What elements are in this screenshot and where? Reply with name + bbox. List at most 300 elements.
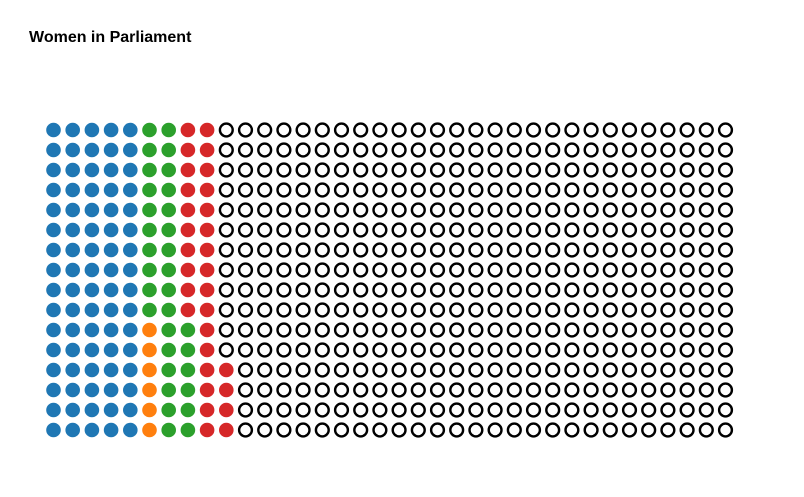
waffle-cell-blue: [104, 223, 119, 238]
waffle-cell-empty: [297, 284, 310, 297]
waffle-cell-empty: [662, 344, 675, 357]
waffle-cell-empty: [719, 404, 732, 417]
waffle-cell-empty: [431, 304, 444, 317]
waffle-cell-blue: [123, 163, 138, 178]
waffle-cell-blue: [85, 283, 100, 298]
waffle-cell-empty: [335, 224, 348, 237]
waffle-cell-empty: [623, 124, 636, 137]
waffle-cell-empty: [623, 244, 636, 257]
waffle-cell-green: [161, 363, 176, 378]
waffle-cell-empty: [335, 344, 348, 357]
waffle-cell-empty: [374, 124, 387, 137]
waffle-cell-empty: [470, 124, 483, 137]
waffle-cell-empty: [450, 284, 463, 297]
waffle-cell-green: [161, 403, 176, 418]
waffle-cell-empty: [297, 244, 310, 257]
waffle-cell-empty: [719, 244, 732, 257]
waffle-cell-empty: [354, 224, 367, 237]
waffle-cell-empty: [508, 244, 521, 257]
waffle-cell-empty: [297, 164, 310, 177]
waffle-cell-empty: [623, 344, 636, 357]
waffle-cell-empty: [374, 204, 387, 217]
waffle-cell-empty: [642, 304, 655, 317]
waffle-cell-blue: [123, 383, 138, 398]
waffle-cell-blue: [104, 323, 119, 338]
waffle-cell-empty: [566, 424, 579, 437]
waffle-cell-green: [161, 303, 176, 318]
waffle-cell-blue: [65, 323, 80, 338]
waffle-cell-empty: [700, 144, 713, 157]
waffle-cell-empty: [546, 384, 559, 397]
waffle-cell-empty: [527, 304, 540, 317]
waffle-cell-green: [142, 123, 157, 138]
waffle-cell-empty: [489, 304, 502, 317]
waffle-cell-blue: [104, 403, 119, 418]
waffle-cell-empty: [450, 144, 463, 157]
waffle-cell-empty: [642, 344, 655, 357]
waffle-cell-empty: [450, 304, 463, 317]
waffle-cell-empty: [316, 324, 329, 337]
waffle-cell-empty: [393, 144, 406, 157]
waffle-cell-red: [200, 403, 215, 418]
waffle-cell-blue: [123, 203, 138, 218]
waffle-cell-blue: [123, 303, 138, 318]
waffle-cell-empty: [412, 124, 425, 137]
waffle-cell-empty: [239, 184, 252, 197]
waffle-cell-empty: [527, 344, 540, 357]
waffle-cell-empty: [546, 224, 559, 237]
waffle-cell-empty: [431, 424, 444, 437]
waffle-cell-blue: [85, 363, 100, 378]
waffle-cell-empty: [700, 164, 713, 177]
waffle-cell-empty: [393, 324, 406, 337]
waffle-cell-empty: [623, 224, 636, 237]
waffle-cell-red: [181, 263, 196, 278]
waffle-cell-empty: [681, 224, 694, 237]
waffle-cell-blue: [104, 143, 119, 158]
waffle-cell-empty: [719, 184, 732, 197]
waffle-cell-empty: [604, 424, 617, 437]
waffle-cell-empty: [585, 164, 598, 177]
waffle-cell-green: [161, 423, 176, 438]
waffle-cell-empty: [623, 284, 636, 297]
waffle-cell-empty: [450, 224, 463, 237]
waffle-cell-empty: [412, 284, 425, 297]
waffle-cell-empty: [681, 184, 694, 197]
waffle-cell-empty: [220, 284, 233, 297]
waffle-cell-empty: [527, 284, 540, 297]
waffle-cell-green: [181, 423, 196, 438]
waffle-cell-empty: [681, 124, 694, 137]
waffle-cell-red: [181, 183, 196, 198]
waffle-cell-empty: [412, 224, 425, 237]
waffle-cell-empty: [489, 244, 502, 257]
waffle-cell-green: [161, 203, 176, 218]
chart-title: Women in Parliament: [29, 29, 192, 46]
waffle-cell-empty: [239, 364, 252, 377]
waffle-cell-empty: [604, 244, 617, 257]
waffle-cell-empty: [662, 124, 675, 137]
waffle-cell-empty: [316, 364, 329, 377]
waffle-cell-empty: [335, 184, 348, 197]
waffle-cell-empty: [508, 204, 521, 217]
waffle-cell-empty: [527, 124, 540, 137]
waffle-cell-empty: [450, 384, 463, 397]
waffle-cell-empty: [566, 124, 579, 137]
waffle-cell-empty: [412, 164, 425, 177]
waffle-cell-red: [181, 223, 196, 238]
waffle-cell-empty: [297, 264, 310, 277]
waffle-cell-empty: [220, 184, 233, 197]
waffle-cell-empty: [681, 264, 694, 277]
waffle-cell-green: [161, 183, 176, 198]
waffle-cell-empty: [585, 384, 598, 397]
waffle-cell-empty: [278, 244, 291, 257]
waffle-cell-blue: [104, 123, 119, 138]
waffle-cell-empty: [566, 404, 579, 417]
waffle-cell-red: [181, 163, 196, 178]
waffle-cell-empty: [450, 364, 463, 377]
waffle-cell-empty: [604, 344, 617, 357]
waffle-cell-blue: [104, 183, 119, 198]
waffle-cell-red: [200, 183, 215, 198]
waffle-cell-empty: [700, 324, 713, 337]
waffle-cell-blue: [123, 403, 138, 418]
waffle-cell-empty: [374, 404, 387, 417]
waffle-cell-empty: [431, 184, 444, 197]
waffle-cell-blue: [46, 283, 61, 298]
waffle-cell-red: [181, 143, 196, 158]
waffle-cell-empty: [546, 364, 559, 377]
waffle-cell-empty: [393, 424, 406, 437]
waffle-cell-empty: [258, 404, 271, 417]
waffle-cell-empty: [527, 164, 540, 177]
waffle-cell-blue: [85, 303, 100, 318]
waffle-cell-blue: [104, 243, 119, 258]
waffle-cell-green: [142, 183, 157, 198]
waffle-cell-empty: [431, 244, 444, 257]
waffle-cell-empty: [316, 404, 329, 417]
waffle-cell-empty: [450, 124, 463, 137]
waffle-cell-empty: [258, 384, 271, 397]
waffle-cell-empty: [681, 424, 694, 437]
waffle-cell-empty: [335, 264, 348, 277]
waffle-cell-empty: [316, 304, 329, 317]
waffle-cell-empty: [719, 324, 732, 337]
waffle-cell-empty: [489, 284, 502, 297]
waffle-cell-empty: [431, 164, 444, 177]
waffle-cell-empty: [278, 144, 291, 157]
waffle-cell-empty: [566, 264, 579, 277]
waffle-cell-blue: [65, 423, 80, 438]
waffle-cell-empty: [662, 324, 675, 337]
waffle-cell-empty: [719, 384, 732, 397]
waffle-cell-empty: [258, 324, 271, 337]
waffle-cell-empty: [239, 324, 252, 337]
waffle-cell-empty: [239, 244, 252, 257]
waffle-cell-empty: [278, 264, 291, 277]
waffle-cell-empty: [393, 404, 406, 417]
waffle-cell-blue: [104, 423, 119, 438]
waffle-cell-empty: [662, 424, 675, 437]
waffle-cell-blue: [123, 343, 138, 358]
waffle-cell-empty: [508, 124, 521, 137]
waffle-cell-empty: [566, 244, 579, 257]
waffle-cell-empty: [719, 304, 732, 317]
waffle-cell-empty: [431, 324, 444, 337]
waffle-cell-empty: [354, 264, 367, 277]
waffle-cell-empty: [546, 244, 559, 257]
waffle-cell-green: [161, 343, 176, 358]
waffle-cell-empty: [604, 224, 617, 237]
waffle-cell-empty: [258, 424, 271, 437]
waffle-cell-empty: [681, 324, 694, 337]
waffle-cell-empty: [623, 264, 636, 277]
waffle-cell-empty: [374, 264, 387, 277]
waffle-cell-empty: [316, 424, 329, 437]
waffle-cell-empty: [604, 384, 617, 397]
waffle-cell-empty: [220, 224, 233, 237]
waffle-cell-empty: [508, 264, 521, 277]
waffle-cell-orange: [142, 383, 157, 398]
waffle-cell-empty: [335, 404, 348, 417]
waffle-cell-empty: [239, 264, 252, 277]
waffle-cell-blue: [85, 383, 100, 398]
waffle-cell-empty: [316, 124, 329, 137]
waffle-cell-empty: [239, 124, 252, 137]
waffle-cell-empty: [662, 224, 675, 237]
waffle-cell-empty: [700, 304, 713, 317]
waffle-cell-empty: [719, 284, 732, 297]
waffle-cell-empty: [470, 304, 483, 317]
waffle-cell-empty: [412, 384, 425, 397]
waffle-cell-empty: [258, 204, 271, 217]
waffle-cell-empty: [354, 164, 367, 177]
waffle-cell-empty: [642, 424, 655, 437]
waffle-cell-blue: [46, 223, 61, 238]
waffle-cell-empty: [412, 364, 425, 377]
waffle-cell-empty: [604, 164, 617, 177]
waffle-cell-empty: [335, 124, 348, 137]
waffle-cell-empty: [546, 204, 559, 217]
waffle-cell-empty: [585, 264, 598, 277]
waffle-cell-empty: [278, 304, 291, 317]
waffle-cell-empty: [278, 164, 291, 177]
waffle-cell-empty: [258, 284, 271, 297]
waffle-cell-empty: [354, 244, 367, 257]
waffle-cell-empty: [450, 424, 463, 437]
waffle-cell-empty: [220, 124, 233, 137]
waffle-cell-empty: [278, 224, 291, 237]
waffle-cell-red: [219, 423, 234, 438]
waffle-cell-empty: [297, 424, 310, 437]
waffle-cell-red: [200, 283, 215, 298]
waffle-cell-empty: [566, 384, 579, 397]
waffle-cell-green: [181, 343, 196, 358]
waffle-cell-empty: [335, 384, 348, 397]
waffle-cell-empty: [681, 144, 694, 157]
waffle-cell-empty: [220, 264, 233, 277]
waffle-cell-empty: [431, 144, 444, 157]
waffle-cell-empty: [450, 264, 463, 277]
waffle-cell-empty: [316, 344, 329, 357]
waffle-cell-blue: [85, 183, 100, 198]
waffle-cell-empty: [278, 424, 291, 437]
waffle-cell-red: [200, 263, 215, 278]
waffle-cell-red: [200, 343, 215, 358]
waffle-cell-empty: [374, 144, 387, 157]
waffle-cell-empty: [681, 404, 694, 417]
waffle-cell-empty: [719, 144, 732, 157]
waffle-cell-empty: [220, 164, 233, 177]
waffle-cell-empty: [258, 144, 271, 157]
waffle-cell-empty: [527, 364, 540, 377]
waffle-cell-green: [161, 163, 176, 178]
waffle-cell-empty: [681, 284, 694, 297]
waffle-cell-orange: [142, 403, 157, 418]
waffle-cell-blue: [46, 143, 61, 158]
waffle-cell-empty: [489, 404, 502, 417]
waffle-cell-empty: [470, 204, 483, 217]
waffle-cell-empty: [393, 164, 406, 177]
waffle-cell-blue: [65, 403, 80, 418]
waffle-cell-empty: [297, 384, 310, 397]
waffle-cell-blue: [65, 363, 80, 378]
waffle-cell-empty: [508, 164, 521, 177]
waffle-cell-empty: [450, 204, 463, 217]
waffle-cell-empty: [393, 344, 406, 357]
waffle-cell-red: [200, 203, 215, 218]
waffle-cell-blue: [65, 343, 80, 358]
waffle-cell-empty: [354, 324, 367, 337]
waffle-cell-empty: [412, 324, 425, 337]
waffle-cell-empty: [623, 364, 636, 377]
waffle-cell-empty: [374, 184, 387, 197]
waffle-cell-empty: [604, 324, 617, 337]
waffle-cell-empty: [412, 424, 425, 437]
waffle-cell-empty: [489, 344, 502, 357]
waffle-cell-empty: [527, 424, 540, 437]
waffle-cell-empty: [700, 184, 713, 197]
waffle-cell-blue: [46, 183, 61, 198]
waffle-cell-empty: [258, 304, 271, 317]
waffle-cell-empty: [470, 244, 483, 257]
waffle-cell-green: [161, 143, 176, 158]
waffle-cell-blue: [46, 423, 61, 438]
waffle-cell-empty: [546, 144, 559, 157]
waffle-cell-empty: [393, 384, 406, 397]
waffle-cell-empty: [220, 304, 233, 317]
waffle-cell-empty: [431, 204, 444, 217]
waffle-cell-empty: [585, 304, 598, 317]
waffle-cell-empty: [604, 304, 617, 317]
waffle-cell-blue: [85, 223, 100, 238]
waffle-cell-red: [181, 283, 196, 298]
waffle-cell-empty: [489, 264, 502, 277]
waffle-cell-empty: [258, 264, 271, 277]
waffle-cell-empty: [662, 244, 675, 257]
waffle-cell-empty: [354, 424, 367, 437]
waffle-cell-empty: [450, 244, 463, 257]
waffle-cell-empty: [354, 364, 367, 377]
waffle-cell-empty: [470, 264, 483, 277]
waffle-cell-empty: [393, 244, 406, 257]
waffle-cell-green: [181, 323, 196, 338]
waffle-cell-empty: [220, 204, 233, 217]
waffle-cell-empty: [393, 124, 406, 137]
waffle-cell-empty: [278, 344, 291, 357]
waffle-cell-empty: [335, 304, 348, 317]
waffle-cell-empty: [623, 184, 636, 197]
waffle-cell-empty: [681, 244, 694, 257]
waffle-cell-empty: [374, 384, 387, 397]
waffle-cell-green: [181, 403, 196, 418]
waffle-cell-empty: [374, 324, 387, 337]
waffle-cell-empty: [431, 384, 444, 397]
waffle-cell-empty: [450, 404, 463, 417]
waffle-cell-empty: [239, 204, 252, 217]
waffle-cell-empty: [431, 364, 444, 377]
waffle-cell-empty: [719, 424, 732, 437]
waffle-cell-empty: [508, 284, 521, 297]
waffle-cell-blue: [104, 163, 119, 178]
waffle-cell-empty: [527, 384, 540, 397]
waffle-cell-empty: [393, 224, 406, 237]
waffle-cell-empty: [278, 284, 291, 297]
waffle-cell-empty: [316, 384, 329, 397]
waffle-cell-empty: [585, 404, 598, 417]
waffle-cell-blue: [123, 263, 138, 278]
waffle-cell-empty: [335, 284, 348, 297]
waffle-cell-green: [142, 223, 157, 238]
waffle-cell-blue: [65, 303, 80, 318]
waffle-cell-blue: [65, 263, 80, 278]
waffle-cell-empty: [450, 184, 463, 197]
waffle-cell-empty: [278, 364, 291, 377]
waffle-cell-empty: [239, 344, 252, 357]
waffle-cell-empty: [642, 364, 655, 377]
waffle-cell-blue: [46, 383, 61, 398]
waffle-cell-empty: [719, 344, 732, 357]
waffle-cell-empty: [508, 384, 521, 397]
waffle-cell-empty: [412, 264, 425, 277]
waffle-cell-empty: [354, 384, 367, 397]
waffle-cell-empty: [585, 184, 598, 197]
waffle-cell-empty: [393, 364, 406, 377]
waffle-cell-empty: [700, 284, 713, 297]
waffle-cell-empty: [297, 364, 310, 377]
waffle-cell-empty: [604, 124, 617, 137]
waffle-cell-green: [142, 163, 157, 178]
waffle-cell-empty: [470, 324, 483, 337]
waffle-cell-empty: [623, 304, 636, 317]
waffle-cell-empty: [527, 224, 540, 237]
waffle-cell-empty: [316, 224, 329, 237]
waffle-cell-green: [161, 383, 176, 398]
waffle-cell-red: [181, 123, 196, 138]
waffle-cell-green: [142, 303, 157, 318]
waffle-cell-blue: [65, 383, 80, 398]
waffle-cell-empty: [335, 324, 348, 337]
waffle-cell-empty: [642, 324, 655, 337]
waffle-cell-red: [219, 403, 234, 418]
waffle-cell-empty: [278, 404, 291, 417]
waffle-cell-blue: [123, 223, 138, 238]
waffle-cell-empty: [623, 204, 636, 217]
waffle-cell-empty: [335, 204, 348, 217]
waffle-cell-empty: [585, 144, 598, 157]
waffle-cell-blue: [123, 423, 138, 438]
